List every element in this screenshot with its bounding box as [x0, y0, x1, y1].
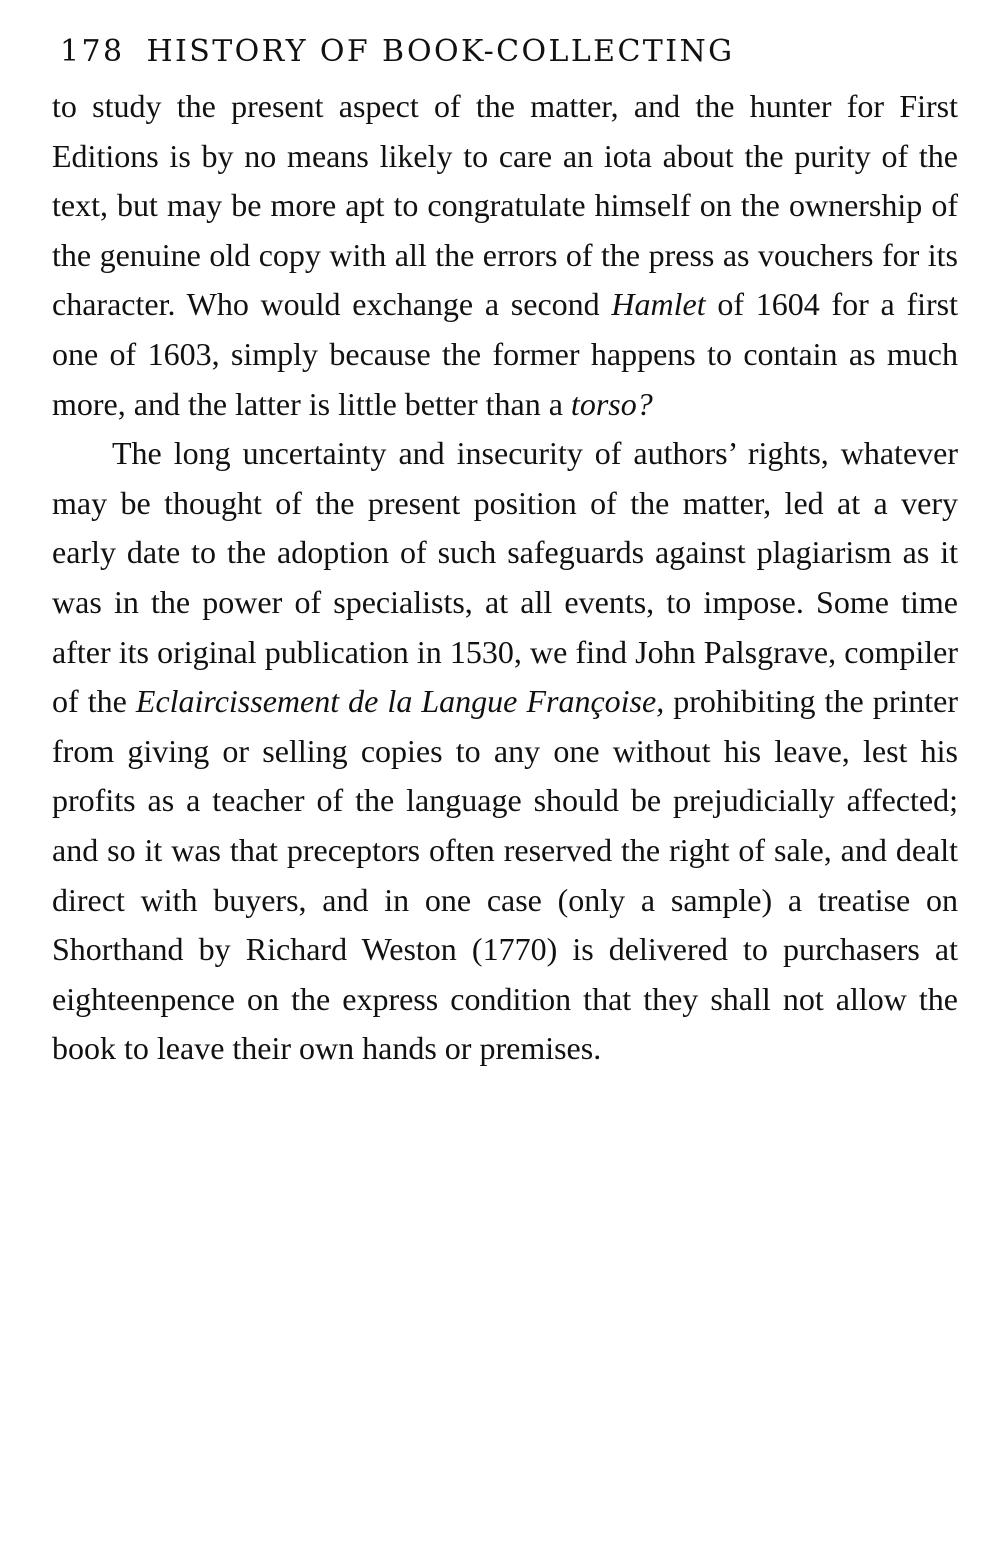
running-title: HISTORY OF BOOK-COLLECTING [146, 34, 735, 69]
body-text [52, 82, 958, 1074]
page-number: 178 [60, 34, 125, 69]
italic-word-torso: torso? [570, 385, 653, 422]
text-run: prohibiting the printer from giving or selling copies to any one without his leave, lest his profits as a teacher of the language should be prejudicially affected; and so it was that preceptors often reserved the right of sale, and dealt direct with buyers, and in one case (only a sample) a treatise on Shorthand by Richard Weston (1770) is delivered to purchasers at eighteenpence on the express condition that they shall not allow the book to leave their own hands or premises. [52, 683, 959, 1067]
paragraph-2 [52, 429, 958, 1074]
italic-title-hamlet: Hamlet [611, 286, 706, 323]
book-page [52, 30, 958, 1074]
italic-title-eclaircissement: Eclaircissement de la Langue Françoise, [135, 683, 665, 720]
text-run: to study the present aspect of the matter, and the hunter for First Editions is by no means likely to care an iota about the purity of the text, but may be more apt to congratulate himself on the ownership of the genuine old copy with all the errors of the press as vouchers for its character. Who would exchange a second [52, 88, 958, 323]
text-run: of 1604 for a first one of 1603, simply because the former happens to contain as much more, and the latter is little better than a [52, 286, 959, 422]
text-run: The long uncertainty and insecurity of authors’ rights, whatever may be thought of the present position of the matter, led at a very early date to the adoption of such safeguards against plagiarism as it was in the power of specialists, at all events, to impose. Some time after its original publication in 1530, we find John Palsgrave, compiler of the [52, 435, 958, 720]
paragraph-1 [52, 82, 958, 429]
running-head [60, 30, 958, 74]
